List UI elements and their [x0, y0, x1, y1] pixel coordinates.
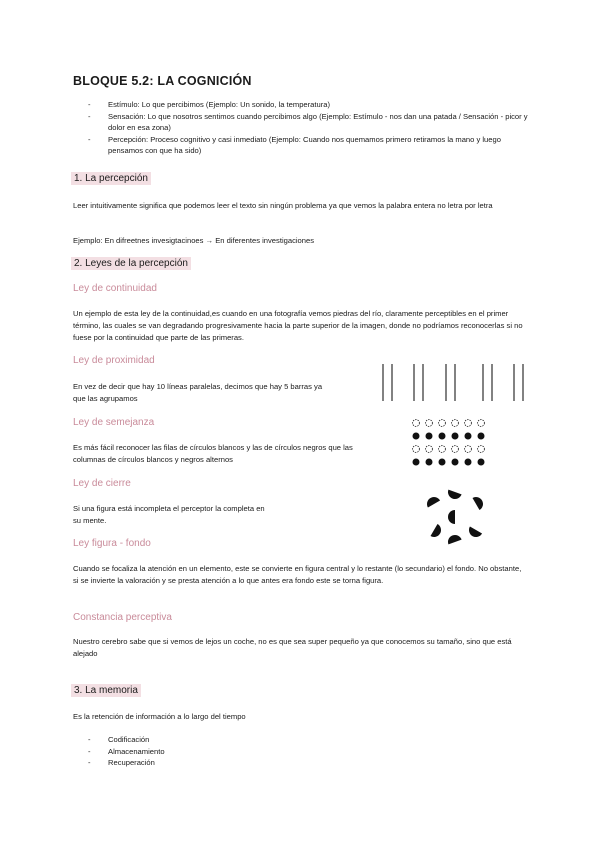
section-heading-leyes: 2. Leyes de la percepción [71, 257, 191, 270]
closure-pacmen [424, 490, 485, 545]
memory-list [88, 734, 533, 769]
subheading-semejanza: Ley de semejanza [73, 417, 155, 428]
list-item: - Sensación: Lo que nosotros sentimos cuando percibimos algo (Ejemplo: Estímulo - nos dan una patada / Sensación - picor y dolor en esa zona) [88, 111, 533, 134]
subheading-proximidad: Ley de proximidad [73, 355, 155, 366]
black-circles [413, 433, 485, 466]
section-heading-percepcion: 1. La percepción [71, 172, 151, 185]
list-item: - Recuperación [88, 757, 533, 769]
paragraph-ejemplo: Ejemplo: En difreetnes invesigtacinoes → En diferentes investigaciones [73, 236, 315, 245]
proximity-lines-figure [380, 364, 530, 404]
white-circles [413, 420, 485, 453]
list-item: - Almacenamiento [88, 746, 533, 758]
subheading-continuidad: Ley de continuidad [73, 283, 157, 294]
list-item: - Estímulo: Lo que percibimos (Ejemplo: Un sonido, la temperatura) [88, 99, 533, 111]
paragraph-proximidad: En vez de decir que hay 10 líneas paralelas, decimos que hay 5 barras ya que las agrupamos [73, 382, 323, 403]
section-heading-memoria: 3. La memoria [71, 684, 141, 697]
list-item: - Codificación [88, 734, 533, 746]
intro-list [88, 99, 533, 157]
subheading-constancia: Constancia perceptiva [73, 612, 172, 623]
paragraph-lectura: Leer intuitivamente significa que podemos leer el texto sin ningún problema ya que vemos la palabra entera no letra por letra [73, 201, 493, 210]
paragraph-continuidad: Un ejemplo de esta ley de la continuidad,es cuando en una fotografía vemos piedras del río, claramente perceptibles en el primer término, las cuales se van degradando progresivamente hacia la parte superior de la imagen, donde no podríamos reconocerlas si no fuese por la continuidad que parte de las primeras. [73, 309, 523, 342]
page-title: BLOQUE 5.2: LA COGNICIÓN [73, 74, 252, 88]
similarity-circles-figure [411, 418, 491, 470]
paragraph-figura-fondo: Cuando se focaliza la atención en un elemento, este se convierte en figura central y lo restante (lo secundario) el fondo. No obstante, si se invierte la valoración y se presta atención a lo que antes era fondo este se torna figura. [73, 564, 522, 585]
subheading-cierre: Ley de cierre [73, 478, 131, 489]
paragraph-constancia: Nuestro cerebro sabe que si vemos de lejos un coche, no es que sea super pequeño ya que conocemos su tamaño, sino que está alejado [73, 637, 512, 658]
closure-figure [420, 484, 490, 550]
paragraph-memoria: Es la retención de información a lo largo del tiempo [73, 712, 246, 721]
paragraph-semejanza: Es más fácil reconocer las filas de círculos blancos y las de círculos negros que las columnas de círculos blancos y negros alternos [73, 443, 353, 464]
parallel-lines [383, 364, 523, 401]
subheading-figura-fondo: Ley figura - fondo [73, 538, 151, 549]
list-item: - Percepción: Proceso cognitivo y casi inmediato (Ejemplo: Cuando nos quemamos primero retiramos la mano y luego pensamos con que ha sido) [88, 134, 533, 157]
paragraph-cierre: Si una figura está incompleta el perceptor la completa en su mente. [73, 504, 265, 525]
